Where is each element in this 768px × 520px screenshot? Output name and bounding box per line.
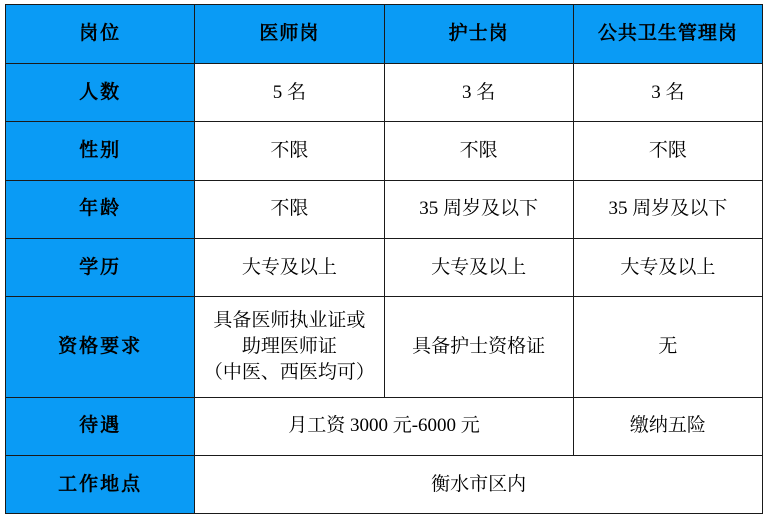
row-label-headcount: 人数: [6, 64, 195, 122]
recruitment-table: [5, 4, 763, 514]
qualification-doctor-line-1: 具备医师执业证或: [213, 310, 366, 332]
cell-headcount-doctor: 5 名: [195, 64, 384, 122]
header-cell-public-health: 公共卫生管理岗: [573, 5, 762, 64]
row-label-compensation: 待遇: [6, 397, 195, 455]
table-row-headcount: [6, 64, 763, 122]
cell-qualification-nurse: 具备护士资格证: [384, 297, 573, 398]
cell-compensation-salary: 月工资 3000 元-6000 元: [195, 397, 574, 455]
cell-location-value: 衡水市区内: [195, 455, 763, 513]
row-label-age: 年龄: [6, 180, 195, 238]
table-row-age: [6, 180, 763, 238]
table-row-compensation: [6, 397, 763, 455]
table-row-gender: [6, 122, 763, 180]
cell-headcount-nurse: 3 名: [384, 64, 573, 122]
cell-age-public-health: 35 周岁及以下: [573, 180, 762, 238]
table-row-education: [6, 238, 763, 296]
table-header-row: [6, 5, 763, 64]
header-cell-position: 岗位: [6, 5, 195, 64]
cell-qualification-public-health: 无: [573, 297, 762, 398]
cell-gender-doctor: 不限: [195, 122, 384, 180]
cell-gender-nurse: 不限: [384, 122, 573, 180]
table-row-qualification: [6, 297, 763, 398]
row-label-gender: 性别: [6, 122, 195, 180]
cell-gender-public-health: 不限: [573, 122, 762, 180]
row-label-education: 学历: [6, 238, 195, 296]
header-cell-nurse: 护士岗: [384, 5, 573, 64]
cell-age-doctor: 不限: [195, 180, 384, 238]
row-label-location: 工作地点: [6, 455, 195, 513]
cell-education-doctor: 大专及以上: [195, 238, 384, 296]
qualification-doctor-line-2: 助理医师证: [241, 335, 337, 357]
cell-education-public-health: 大专及以上: [573, 238, 762, 296]
table-row-location: [6, 455, 763, 513]
row-label-qualification: 资格要求: [6, 297, 195, 398]
qualification-doctor-line-3: （中医、西医均可）: [203, 361, 375, 383]
cell-education-nurse: 大专及以上: [384, 238, 573, 296]
cell-qualification-doctor: [195, 297, 384, 398]
cell-compensation-insurance: 缴纳五险: [573, 397, 762, 455]
header-cell-doctor: 医师岗: [195, 5, 384, 64]
cell-age-nurse: 35 周岁及以下: [384, 180, 573, 238]
cell-headcount-public-health: 3 名: [573, 64, 762, 122]
